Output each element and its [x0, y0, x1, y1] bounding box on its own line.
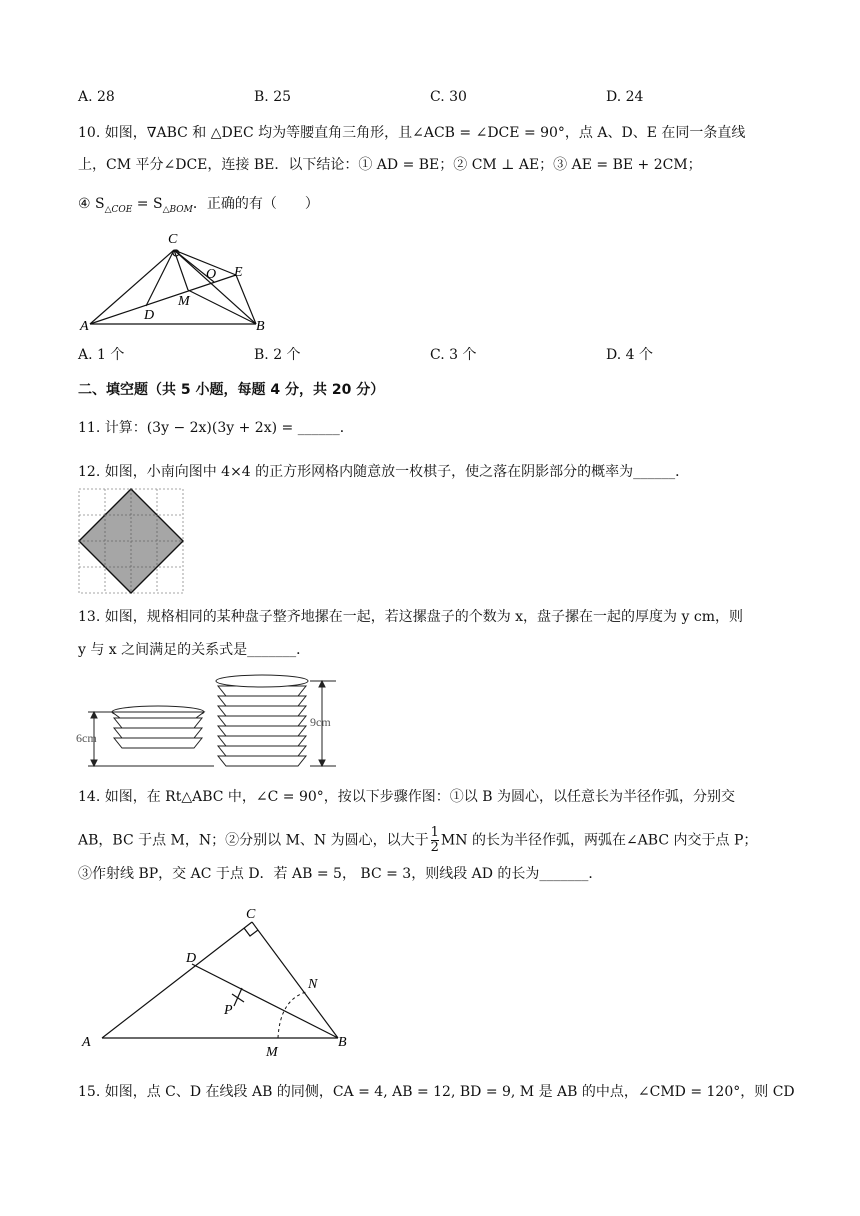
fig14-label-m: M	[266, 1045, 278, 1058]
q10-line-2: 上，CM 平分∠DCE，连接 BE．以下结论：① AD = BE；② CM ⊥ AE；③ AE = BE + 2CM；	[78, 157, 702, 173]
q13-line-1: 13. 如图，规格相同的某种盘子整齐地摞在一起，若这摞盘子的个数为 x，盘子摞在一起的厚度为 y cm，则	[78, 609, 743, 625]
q12-grid-figure	[78, 488, 184, 594]
fig14-label-p: P	[224, 1003, 233, 1018]
section-2-title: 二、填空题（共 5 小题，每题 4 分，共 20 分）	[78, 382, 385, 398]
fig10-label-a: A	[80, 319, 89, 334]
q13-plates-figure	[74, 672, 354, 774]
q9-option-a: A. 28	[78, 89, 115, 105]
fig14-label-b: B	[338, 1035, 347, 1050]
q10-line-1: 10. 如图，∇ABC 和 △DEC 均为等腰直角三角形，且∠ACB = ∠DCE = 90°，点 A、D、E 在同一条直线	[78, 125, 746, 141]
q13-line-2: y 与 x 之间满足的关系式是_______．	[78, 642, 311, 658]
q12-text: 12. 如图，小南向图中 4×4 的正方形网格内随意放一枚棋子，使之落在阴影部分的概率为______．	[78, 464, 690, 480]
q9-option-d: D. 24	[606, 89, 644, 105]
q15-text: 15. 如图，点 C、D 在线段 AB 的同侧，CA = 4, AB = 12, BD = 9, M 是 AB 的中点，∠CMD = 120°，则 CD	[78, 1084, 795, 1100]
fig14-label-d: D	[186, 951, 197, 966]
q14-line-2: AB，BC 于点 M，N；②分别以 M、N 为圆心，以大于 $\frac{1}{2}$ MN 的长为半径作弧，两弧在∠ABC 内交于点 P；	[78, 825, 758, 855]
q10-line-3: ④ $S_{\triangle COE} = S_{\triangle BOM}$．正确的有（ ）	[78, 196, 319, 215]
fig10-label-c: C	[168, 232, 178, 247]
q10-figure	[76, 228, 286, 340]
q11-text: 11. 计算：(3y − 2x)(3y + 2x) = ______．	[78, 420, 354, 436]
fig14-label-c: C	[246, 907, 256, 922]
label-9cm: 9cm	[310, 715, 331, 729]
q10-option-d: D. 4 个	[606, 347, 653, 363]
q14-line-3: ③作射线 BP，交 AC 于点 D．若 AB = 5， BC = 3，则线段 AD 的长为_______．	[78, 866, 603, 882]
fig10-label-o: O	[206, 267, 217, 282]
fig10-label-b: B	[256, 319, 265, 334]
q10-option-a: A. 1 个	[78, 347, 125, 363]
q9-option-b: B. 25	[254, 89, 292, 105]
q10-option-b: B. 2 个	[254, 347, 301, 363]
fig10-label-d: D	[144, 308, 155, 323]
fig10-label-e: E	[234, 265, 243, 280]
fig14-label-a: A	[82, 1035, 91, 1050]
fig10-label-m: M	[178, 294, 190, 309]
q14-figure	[76, 902, 366, 1058]
q14-line-1: 14. 如图，在 Rt△ABC 中，∠C = 90°，按以下步骤作图：①以 B 为圆心，以任意长为半径作弧，分别交	[78, 789, 735, 805]
label-6cm: 6cm	[76, 731, 97, 745]
q9-option-c: C. 30	[430, 89, 467, 105]
q10-option-c: C. 3 个	[430, 347, 477, 363]
fig14-label-n: N	[308, 977, 318, 992]
